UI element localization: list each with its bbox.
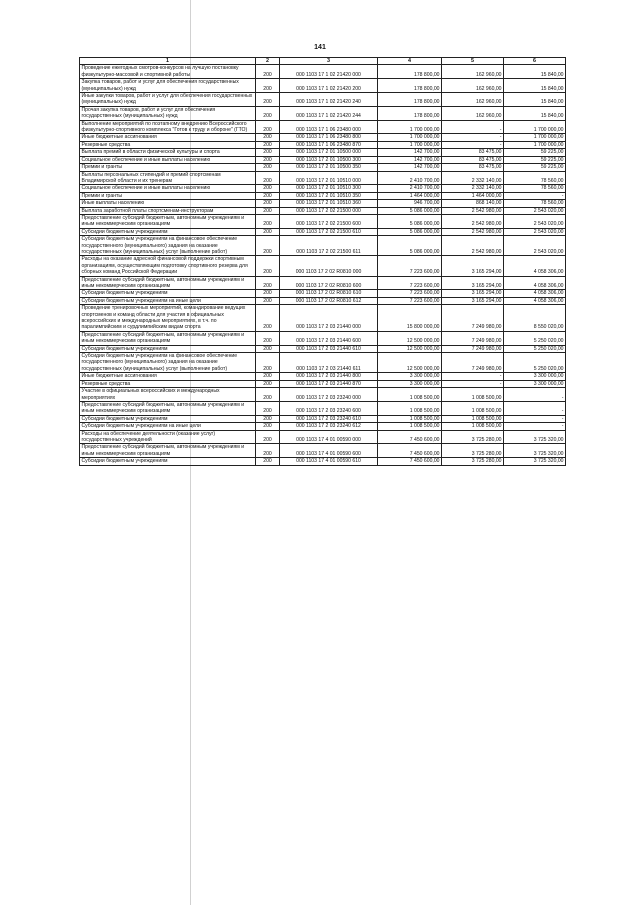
row-approved-cell: 2 410 700,00 (378, 171, 442, 185)
table-row (80, 185, 566, 192)
row-name-cell: Субсидии бюджетным учреждениям (80, 458, 256, 465)
row-remaining-cell: 5 250 020,00 (504, 353, 566, 373)
row-executed-cell: - (442, 380, 504, 387)
row-approved-cell: 7 450 600,00 (378, 458, 442, 465)
row-executed-cell: 83 475,00 (442, 156, 504, 163)
row-kbk-cell: 000 1103 17 2 03 21440 870 (280, 380, 378, 387)
row-code-cell: 200 (256, 373, 280, 380)
row-name-cell: Субсидии бюджетным учреждениям (80, 290, 256, 297)
row-executed-cell: 2 332 140,00 (442, 185, 504, 192)
page-number: 141 (314, 44, 326, 51)
row-name-cell: Резервные средства (80, 141, 256, 148)
row-remaining-cell: 4 058 306,00 (504, 297, 566, 304)
row-remaining-cell: 3 300 000,00 (504, 373, 566, 380)
row-remaining-cell: 15 840,00 (504, 93, 566, 107)
row-approved-cell: 5 086 000,00 (378, 228, 442, 235)
row-kbk-cell: 000 1103 17 2 02 R0810 600 (280, 276, 378, 290)
row-approved-cell: 12 500 000,00 (378, 353, 442, 373)
row-executed-cell: 7 249 980,00 (442, 345, 504, 352)
row-remaining-cell: 78 560,00 (504, 185, 566, 192)
row-remaining-cell: 3 725 320,00 (504, 458, 566, 465)
row-kbk-cell: 000 1103 17 2 03 23240 000 (280, 388, 378, 402)
table-row (80, 290, 566, 297)
row-remaining-cell: 15 840,00 (504, 65, 566, 79)
table-row (80, 430, 566, 444)
row-remaining-cell: 15 840,00 (504, 106, 566, 120)
row-approved-cell: 7 450 600,00 (378, 444, 442, 458)
row-kbk-cell: 000 1103 17 2 02 21500 600 (280, 214, 378, 228)
row-remaining-cell: 1 700 000,00 (504, 120, 566, 134)
row-remaining-cell: - (504, 192, 566, 199)
row-kbk-cell: 000 1103 17 1 02 21420 244 (280, 106, 378, 120)
row-approved-cell: 15 800 000,00 (378, 305, 442, 332)
row-executed-cell: - (442, 141, 504, 148)
table-row (80, 149, 566, 156)
row-code-cell: 200 (256, 401, 280, 415)
row-code-cell: 200 (256, 106, 280, 120)
row-remaining-cell: 2 543 020,00 (504, 207, 566, 214)
table-row (80, 228, 566, 235)
row-remaining-cell: 15 840,00 (504, 79, 566, 93)
row-executed-cell: 1 008 500,00 (442, 388, 504, 402)
row-kbk-cell: 000 1103 17 1 06 23480 000 (280, 120, 378, 134)
row-kbk-cell: 000 1103 17 2 02 R0810 610 (280, 290, 378, 297)
row-remaining-cell: - (504, 401, 566, 415)
row-remaining-cell: - (504, 415, 566, 422)
row-kbk-cell: 000 1103 17 2 01 10510 360 (280, 200, 378, 207)
table-row (80, 134, 566, 141)
row-name-cell: Предоставление субсидий бюджетным, автономным учреждениям и иным некоммерческим организациям (80, 214, 256, 228)
row-name-cell: Субсидии бюджетным учреждениям на финансовое обеспечение государственного (муниципального) задания на оказание государственных (муниципальных) услуг (выполнение работ) (80, 353, 256, 373)
row-remaining-cell: 5 250 020,00 (504, 345, 566, 352)
column-header-6: 6 (504, 58, 566, 65)
row-kbk-cell: 000 1103 17 2 03 23240 610 (280, 415, 378, 422)
row-code-cell: 200 (256, 353, 280, 373)
row-remaining-cell: 59 225,00 (504, 164, 566, 171)
row-code-cell: 200 (256, 149, 280, 156)
row-name-cell: Прочая закупка товаров, работ и услуг для обеспечения государственных (муниципальных) нужд (80, 106, 256, 120)
row-code-cell: 200 (256, 134, 280, 141)
row-approved-cell: 12 500 000,00 (378, 345, 442, 352)
row-kbk-cell: 000 1103 17 2 03 23240 612 (280, 423, 378, 430)
budget-table (79, 57, 566, 466)
column-header-3: 3 (280, 58, 378, 65)
table-row (80, 207, 566, 214)
row-approved-cell: 12 500 000,00 (378, 331, 442, 345)
row-remaining-cell: - (504, 423, 566, 430)
row-approved-cell: 142 700,00 (378, 156, 442, 163)
table-row (80, 214, 566, 228)
row-approved-cell: 1 008 500,00 (378, 401, 442, 415)
row-code-cell: 200 (256, 185, 280, 192)
row-approved-cell: 3 300 000,00 (378, 373, 442, 380)
table-row (80, 380, 566, 387)
row-kbk-cell: 000 1103 17 2 01 10510 300 (280, 185, 378, 192)
table-row (80, 79, 566, 93)
row-approved-cell: 1 008 500,00 (378, 415, 442, 422)
row-kbk-cell: 000 1103 17 2 02 R0810 000 (280, 256, 378, 276)
row-code-cell: 200 (256, 430, 280, 444)
row-name-cell: Субсидии бюджетным учреждениям (80, 345, 256, 352)
row-approved-cell: 5 086 000,00 (378, 236, 442, 256)
row-name-cell: Социальное обеспечение и иные выплаты населению (80, 156, 256, 163)
table-row (80, 423, 566, 430)
row-code-cell: 200 (256, 171, 280, 185)
row-code-cell: 200 (256, 156, 280, 163)
row-executed-cell: 162 960,00 (442, 65, 504, 79)
row-kbk-cell: 000 1103 17 2 01 10510 000 (280, 171, 378, 185)
row-approved-cell: 1 008 500,00 (378, 388, 442, 402)
table-row (80, 401, 566, 415)
row-executed-cell: - (442, 134, 504, 141)
table-row (80, 305, 566, 332)
row-name-cell: Премии и гранты (80, 164, 256, 171)
row-executed-cell: 1 464 000,00 (442, 192, 504, 199)
row-code-cell: 200 (256, 228, 280, 235)
row-remaining-cell: 3 300 000,00 (504, 380, 566, 387)
row-remaining-cell: 1 700 000,00 (504, 134, 566, 141)
row-name-cell: Предоставление субсидий бюджетным, автономным учреждениям и иным некоммерческим организациям (80, 276, 256, 290)
row-remaining-cell: 4 058 306,00 (504, 276, 566, 290)
table-row (80, 331, 566, 345)
row-name-cell: Иные бюджетные ассигнования (80, 373, 256, 380)
row-code-cell: 200 (256, 444, 280, 458)
table-row (80, 120, 566, 134)
table-row (80, 297, 566, 304)
row-name-cell: Субсидии бюджетным учреждениям на иные цели (80, 423, 256, 430)
row-kbk-cell: 000 1103 17 2 02 R0810 612 (280, 297, 378, 304)
row-name-cell: Выплата премий в области физической культуры и спорта (80, 149, 256, 156)
row-name-cell: Выплата заработной платы спортсменам-инструкторам (80, 207, 256, 214)
row-remaining-cell: 59 225,00 (504, 156, 566, 163)
row-executed-cell: 3 165 294,00 (442, 290, 504, 297)
row-code-cell: 200 (256, 256, 280, 276)
row-remaining-cell: 3 725 320,00 (504, 430, 566, 444)
row-name-cell: Иные бюджетные ассигнования (80, 134, 256, 141)
row-approved-cell: 7 450 600,00 (378, 430, 442, 444)
row-approved-cell: 142 700,00 (378, 164, 442, 171)
table-row (80, 345, 566, 352)
table-row (80, 164, 566, 171)
row-code-cell: 200 (256, 79, 280, 93)
row-name-cell: Выплаты персональных стипендий и премий спортсменам Владимирской области и их тренерам (80, 171, 256, 185)
row-approved-cell: 3 300 000,00 (378, 380, 442, 387)
row-code-cell: 200 (256, 276, 280, 290)
row-remaining-cell: 2 543 020,00 (504, 214, 566, 228)
row-executed-cell: 1 008 500,00 (442, 415, 504, 422)
row-executed-cell: 162 960,00 (442, 106, 504, 120)
row-kbk-cell: 000 1103 17 2 02 21500 000 (280, 207, 378, 214)
row-name-cell: Участие в официальных всероссийских и международных мероприятиях (80, 388, 256, 402)
row-name-cell: Предоставление субсидий бюджетным, автономным учреждениям и иным некоммерческим организациям (80, 444, 256, 458)
header-row (80, 58, 566, 65)
table-row (80, 415, 566, 422)
row-executed-cell: 3 165 294,00 (442, 256, 504, 276)
row-name-cell: Иные выплаты населению (80, 200, 256, 207)
row-approved-cell: 1 700 000,00 (378, 141, 442, 148)
row-kbk-cell: 000 1103 17 1 06 23480 800 (280, 134, 378, 141)
row-executed-cell: 3 725 280,00 (442, 458, 504, 465)
table-row (80, 256, 566, 276)
row-executed-cell: 7 249 980,00 (442, 353, 504, 373)
row-code-cell: 200 (256, 297, 280, 304)
row-approved-cell: 178 800,00 (378, 65, 442, 79)
column-header-4: 4 (378, 58, 442, 65)
table-row (80, 171, 566, 185)
row-code-cell: 200 (256, 331, 280, 345)
row-kbk-cell: 000 1103 17 2 03 21440 610 (280, 345, 378, 352)
row-code-cell: 200 (256, 200, 280, 207)
row-executed-cell: 162 960,00 (442, 93, 504, 107)
row-kbk-cell: 000 1103 17 1 02 21420 000 (280, 65, 378, 79)
table-row (80, 200, 566, 207)
row-approved-cell: 178 800,00 (378, 93, 442, 107)
table-row (80, 65, 566, 79)
row-kbk-cell: 000 1103 17 4 01 00590 600 (280, 444, 378, 458)
row-executed-cell: 1 008 500,00 (442, 423, 504, 430)
row-kbk-cell: 000 1103 17 2 03 21440 800 (280, 373, 378, 380)
row-kbk-cell: 000 1103 17 2 02 21500 611 (280, 236, 378, 256)
row-code-cell: 200 (256, 141, 280, 148)
row-remaining-cell: 8 550 020,00 (504, 305, 566, 332)
row-approved-cell: 142 700,00 (378, 149, 442, 156)
row-kbk-cell: 000 1103 17 2 03 21440 611 (280, 353, 378, 373)
row-name-cell: Предоставление субсидий бюджетным, автономным учреждениям и иным некоммерческим организациям (80, 331, 256, 345)
row-kbk-cell: 000 1103 17 2 01 10500 350 (280, 164, 378, 171)
row-approved-cell: 1 700 000,00 (378, 134, 442, 141)
budget-table-body (80, 65, 566, 465)
row-remaining-cell: - (504, 388, 566, 402)
row-name-cell: Субсидии бюджетным учреждениям (80, 415, 256, 422)
table-row (80, 388, 566, 402)
row-kbk-cell: 000 1103 17 2 01 10500 300 (280, 156, 378, 163)
row-executed-cell: 868 140,00 (442, 200, 504, 207)
row-name-cell: Субсидии бюджетным учреждениям на иные цели (80, 297, 256, 304)
table-row (80, 93, 566, 107)
row-executed-cell: 2 542 980,00 (442, 207, 504, 214)
row-code-cell: 200 (256, 120, 280, 134)
row-remaining-cell: 78 560,00 (504, 171, 566, 185)
row-code-cell: 200 (256, 458, 280, 465)
table-row (80, 192, 566, 199)
row-executed-cell: - (442, 373, 504, 380)
row-name-cell: Премии и гранты (80, 192, 256, 199)
row-approved-cell: 7 223 600,00 (378, 290, 442, 297)
table-row (80, 373, 566, 380)
row-code-cell: 200 (256, 214, 280, 228)
row-name-cell: Субсидии бюджетным учреждениям (80, 228, 256, 235)
row-approved-cell: 7 223 600,00 (378, 276, 442, 290)
row-code-cell: 200 (256, 423, 280, 430)
row-approved-cell: 5 086 000,00 (378, 214, 442, 228)
column-header-2: 2 (256, 58, 280, 65)
row-executed-cell: 162 960,00 (442, 79, 504, 93)
row-code-cell: 200 (256, 207, 280, 214)
table-row (80, 353, 566, 373)
row-name-cell: Субсидии бюджетным учреждениям на финансовое обеспечение государственного (муниципального) задания на оказание государственных (муниципальных) услуг (выполнение работ) (80, 236, 256, 256)
row-code-cell: 200 (256, 236, 280, 256)
row-approved-cell: 946 700,00 (378, 200, 442, 207)
row-code-cell: 200 (256, 192, 280, 199)
row-executed-cell: 2 542 980,00 (442, 236, 504, 256)
row-kbk-cell: 000 1103 17 1 06 23480 870 (280, 141, 378, 148)
row-approved-cell: 1 464 000,00 (378, 192, 442, 199)
row-name-cell: Иные закупки товаров, работ и услуг для обеспечения государственных (муниципальных) нужд (80, 93, 256, 107)
row-executed-cell: 2 542 980,00 (442, 228, 504, 235)
row-code-cell: 200 (256, 345, 280, 352)
table-row (80, 236, 566, 256)
row-code-cell: 200 (256, 380, 280, 387)
row-kbk-cell: 000 1103 17 2 01 10510 350 (280, 192, 378, 199)
row-approved-cell: 7 223 600,00 (378, 297, 442, 304)
row-executed-cell: 3 725 280,00 (442, 430, 504, 444)
row-approved-cell: 178 800,00 (378, 79, 442, 93)
row-executed-cell: 2 542 980,00 (442, 214, 504, 228)
row-executed-cell: - (442, 120, 504, 134)
row-kbk-cell: 000 1103 17 1 02 21420 200 (280, 79, 378, 93)
row-name-cell: Проведение ежегодных смотров-конкурсов на лучшую постановку физкультурно-массовой и спортивной работы (80, 65, 256, 79)
row-remaining-cell: 78 560,00 (504, 200, 566, 207)
row-remaining-cell: 4 058 306,00 (504, 256, 566, 276)
row-kbk-cell: 000 1103 17 2 02 21500 610 (280, 228, 378, 235)
row-remaining-cell: 2 543 020,00 (504, 236, 566, 256)
row-approved-cell: 1 008 500,00 (378, 423, 442, 430)
row-kbk-cell: 000 1103 17 2 03 21440 000 (280, 305, 378, 332)
row-executed-cell: 3 725 280,00 (442, 444, 504, 458)
row-remaining-cell: 59 225,00 (504, 149, 566, 156)
table-row (80, 141, 566, 148)
row-approved-cell: 7 223 600,00 (378, 256, 442, 276)
column-header-1: 1 (80, 58, 256, 65)
row-executed-cell: 83 475,00 (442, 164, 504, 171)
row-name-cell: Закупка товаров, работ и услуг для обеспечения государственных (муниципальных) нужд (80, 79, 256, 93)
row-approved-cell: 1 700 000,00 (378, 120, 442, 134)
table-row (80, 106, 566, 120)
row-executed-cell: 2 332 140,00 (442, 171, 504, 185)
row-kbk-cell: 000 1103 17 2 03 23240 600 (280, 401, 378, 415)
table-row (80, 444, 566, 458)
row-kbk-cell: 000 1103 17 2 03 21440 600 (280, 331, 378, 345)
row-approved-cell: 178 800,00 (378, 106, 442, 120)
row-name-cell: Выполнение мероприятий по поэтапному внедрению Всероссийского физкультурно-спортивного комплекса "Готов к труду и обороне" (ГТО) (80, 120, 256, 134)
row-executed-cell: 7 249 980,00 (442, 331, 504, 345)
row-remaining-cell: 1 700 000,00 (504, 141, 566, 148)
row-code-cell: 200 (256, 164, 280, 171)
row-remaining-cell: 3 725 320,00 (504, 444, 566, 458)
row-code-cell: 200 (256, 415, 280, 422)
row-name-cell: Расходы на обеспечение деятельности (оказание услуг) государственных учреждений (80, 430, 256, 444)
row-name-cell: Резервные средства (80, 380, 256, 387)
row-approved-cell: 2 410 700,00 (378, 185, 442, 192)
row-kbk-cell: 000 1103 17 2 01 10500 000 (280, 149, 378, 156)
row-kbk-cell: 000 1103 17 4 01 00590 610 (280, 458, 378, 465)
row-code-cell: 200 (256, 93, 280, 107)
row-executed-cell: 7 249 980,00 (442, 305, 504, 332)
row-code-cell: 200 (256, 290, 280, 297)
row-code-cell: 200 (256, 305, 280, 332)
row-kbk-cell: 000 1103 17 4 01 00590 000 (280, 430, 378, 444)
row-executed-cell: 3 165 294,00 (442, 297, 504, 304)
table-row (80, 276, 566, 290)
row-name-cell: Расходы на оказание адресной финансовой поддержки спортивным организациям, осуществляющим подготовку спортивного резерва для сборных команд Российской Федерации (80, 256, 256, 276)
row-remaining-cell: 2 543 020,00 (504, 228, 566, 235)
row-code-cell: 200 (256, 388, 280, 402)
row-executed-cell: 3 165 294,00 (442, 276, 504, 290)
row-executed-cell: 1 008 500,00 (442, 401, 504, 415)
row-name-cell: Социальное обеспечение и иные выплаты населению (80, 185, 256, 192)
row-executed-cell: 83 475,00 (442, 149, 504, 156)
row-remaining-cell: 5 250 020,00 (504, 331, 566, 345)
table-row (80, 458, 566, 465)
row-name-cell: Предоставление субсидий бюджетным, автономным учреждениям и иным некоммерческим организациям (80, 401, 256, 415)
row-code-cell: 200 (256, 65, 280, 79)
row-approved-cell: 5 086 000,00 (378, 207, 442, 214)
column-header-5: 5 (442, 58, 504, 65)
row-kbk-cell: 000 1103 17 1 02 21420 240 (280, 93, 378, 107)
row-remaining-cell: 4 058 306,00 (504, 290, 566, 297)
table-row (80, 156, 566, 163)
row-name-cell: Проведение тренировочных мероприятий, командирование ведущих спортсменов и команд области для участия в официальных всероссийских и международных мероприятиях, в т.ч. по паралимпийским и сурдлимпийским видам спорта (80, 305, 256, 332)
